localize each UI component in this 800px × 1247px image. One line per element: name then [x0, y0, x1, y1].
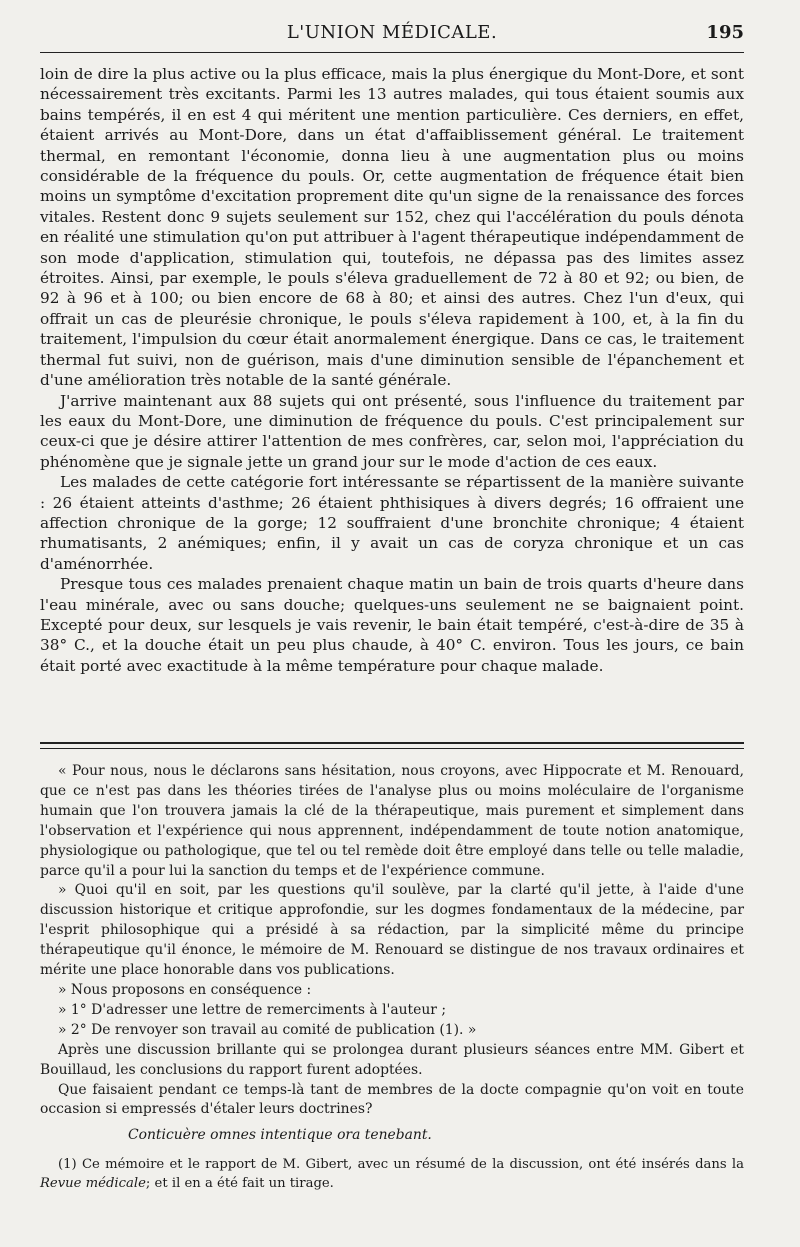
footnote-tail: ; et il en a été fait un tirage.: [145, 1175, 334, 1191]
feuilleton-paragraph: » 2° De renvoyer son travail au comité de publication (1). »: [58, 1021, 477, 1038]
footnote: [40, 1156, 744, 1193]
body-paragraph: Les malades de cette catégorie fort intéressante se répartissent de la manière suivante : 26 étaient atteints d'asthme; 26 étaient phthisiques à divers degrés; 16 offraient une affection chronique de la gorge; 12 souffraient d'une bronchite chronique; 4 étaient rhumatisants, 2 anémiques; enfin, il y avait un cas de coryza chronique et un cas d'aménorrhée.: [40, 473, 744, 573]
feuilleton-paragraph: Après une discussion brillante qui se prolongea durant plusieurs séances entre MM. Gibert et Bouillaud, les conclusions du rapport furent adoptées.: [40, 1041, 744, 1078]
main-text: [40, 64, 744, 676]
body-paragraph: J'arrive maintenant aux 88 sujets qui ont présenté, sous l'influence du traitement par les eaux du Mont-Dore, une diminution de fréquence du pouls. C'est principalement sur ceux-ci que je désire attirer l'attention de mes confrères, car, selon moi, l'appréciation du phénomène que je signale jette un grand jour sur le mode d'action de ces eaux.: [40, 391, 744, 471]
feuilleton-paragraph: » Nous proposons en conséquence :: [58, 981, 312, 998]
latin-quotation: Conticuère omnes intentique ora tenebant.: [128, 1127, 432, 1144]
footnote-text: (1) Ce mémoire et le rapport de M. Gibert, avec un résumé de la discussion, ont été insérés dans la: [58, 1157, 744, 1173]
feuilleton-paragraph: Que faisaient pendant ce temps-là tant de membres de la docte compagnie qu'on voit en toute occasion si empressés d'étaler leurs doctrines?: [40, 1081, 744, 1118]
body-paragraph: Presque tous ces malades prenaient chaque matin un bain de trois quarts d'heure dans l'eau minérale, avec ou sans douche; quelques-uns seulement ne se baignaient point. Excepté pour deux, sur lesquels je vais revenir, le bain était tempéré, c'est-à-dire de 35 à 38° C., et la douche était un peu plus chaude, à 40° C. environ. Tous les jours, ce bain était porté avec exactitude à la même température pour chaque malade.: [40, 575, 744, 675]
page-number: 195: [706, 22, 744, 43]
section-divider: [40, 742, 744, 749]
feuilleton-paragraph: » 1° D'adresser une lettre de remerciments à l'auteur ;: [58, 1001, 447, 1018]
footnote-journal-title: Revue médicale: [40, 1175, 146, 1191]
body-paragraph: loin de dire la plus active ou la plus efficace, mais la plus énergique du Mont-Dore, et sont nécessairement très excitants. Parmi les 13 autres malades, qui tous étaient soumis aux bains tempérés, il en est 4 qui méritent une mention particulière. Ces derniers, en effet, étaient arrivés au Mont-Dore, dans un état d'affaiblissement général. Le traitement thermal, en remontant l'économie, donna lieu à une augmentation plus ou moins considérable de la fréquence du pouls. Or, cette augmentation de fréquence était bien moins un symptôme d'excitation proprement dite qu'un signe de la renaissance des forces vitales. Restent donc 9 sujets seulement sur 152, chez qui l'accélération du pouls dénota en réalité une stimulation qu'on put attribuer à l'agent thérapeutique indépendamment de son mode d'application, stimulation qui, toutefois, ne dépassa pas des limites assez étroites. Ainsi, par exemple, le pouls s'éleva graduellement de 72 à 80 et 92; ou bien, de 92 à 96 et à 100; ou bien encore de 68 à 80; et ainsi des autres. Chez l'un d'eux, qui offrait un cas de pleurésie chronique, le pouls s'éleva rapidement à 100, et, à la fin du traitement, l'impulsion du cœur était anormalement énergique. Dans ce cas, le traitement thermal fut suivi, non de guérison, mais d'une diminution sensible de l'épanchement et d'une amélioration très notable de la santé générale.: [40, 65, 744, 390]
page-header: [40, 18, 744, 48]
feuilleton-text: [40, 762, 744, 1193]
feuilleton-paragraph: » Quoi qu'il en soit, par les questions qu'il soulève, par la clarté qu'il jette, à l'aide d'une discussion historique et critique approfondie, sur les dogmes fondamentaux de la médecine, par l'esprit philosophique qui a présidé à sa rédaction, par la simplicité même du principe thérapeutique qu'il énonce, le mémoire de M. Renouard se distingue de nos travaux ordinaires et mérite une place honorable dans vos publications.: [40, 882, 744, 979]
feuilleton-paragraph: « Pour nous, nous le déclarons sans hésitation, nous croyons, avec Hippocrate et M. Renouard, que ce n'est pas dans les théories tirées de l'analyse plus ou moins moléculaire de l'organisme humain que l'on trouvera jamais la clé de la thérapeutique, mais purement et simplement dans l'observation et l'expérience qui nous apprennent, indépendamment de toute notion anatomique, physiologique ou pathologique, que tel ou tel remède doit être employé dans telle ou telle maladie, parce qu'il a pour lui la sanction du temps et de l'expérience commune.: [40, 763, 744, 879]
header-rule: [40, 52, 744, 53]
running-title: L'UNION MÉDICALE.: [286, 22, 498, 43]
